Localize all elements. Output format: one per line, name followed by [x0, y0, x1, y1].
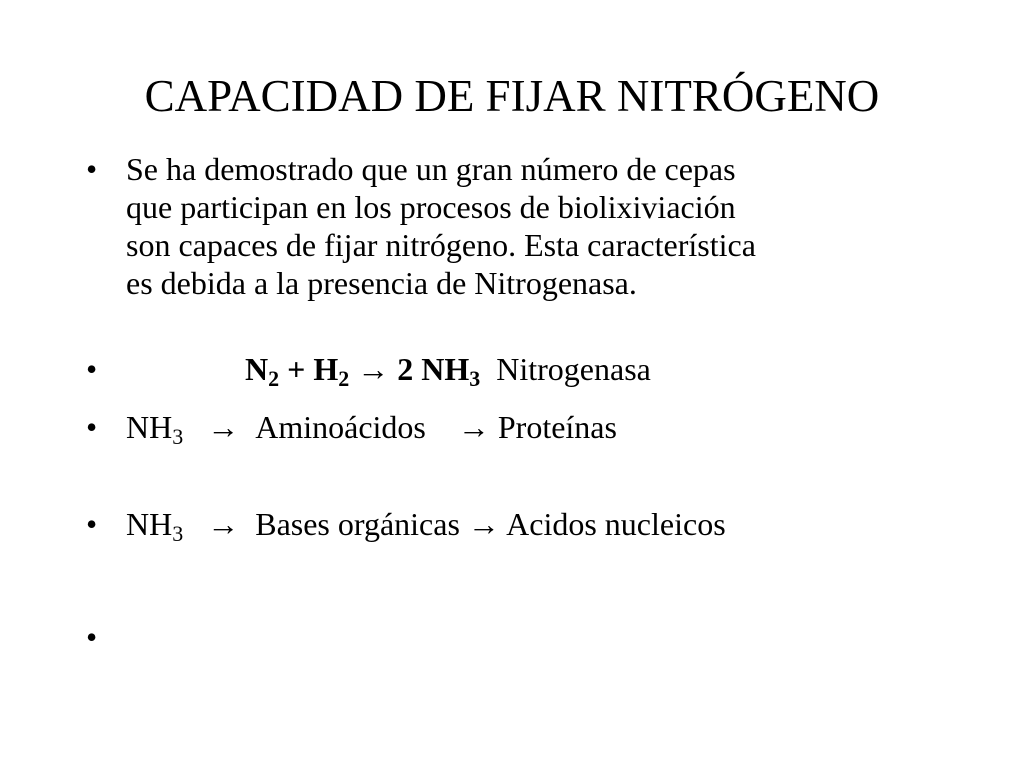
- pathway-2-item-2: Acidos nucleicos: [506, 506, 726, 542]
- pathway-line-2: [126, 505, 726, 546]
- pathway-1-nh: NH: [126, 409, 173, 445]
- arrow-icon: →: [207, 506, 240, 542]
- pathway-2-nh: NH: [126, 506, 173, 542]
- pathway-1-item-1: Aminoácidos: [255, 409, 426, 445]
- equation-product-sub: 3: [469, 366, 481, 391]
- arrow-icon: →: [467, 506, 500, 542]
- bullet-marker-3: •: [86, 409, 98, 445]
- equation-product: 2 NH: [397, 351, 470, 387]
- equation-n-sub: 2: [268, 366, 280, 391]
- equation-h: H: [313, 351, 339, 387]
- slide-title: CAPACIDAD DE FIJAR NITRÓGENO: [144, 71, 880, 121]
- bullet-marker-1: •: [86, 151, 98, 187]
- paragraph-line-1: Se ha demostrado que un gran número de cepas: [126, 151, 736, 187]
- paragraph-line-3: son capaces de fijar nitrógeno. Esta característica: [126, 227, 756, 263]
- bullet-marker-2: •: [86, 351, 98, 387]
- equation: [245, 351, 481, 391]
- pathway-2-nh-sub: 3: [172, 521, 184, 546]
- equation-line: [245, 350, 651, 391]
- bullet-marker-5: •: [86, 619, 98, 655]
- equation-enzyme-label: Nitrogenasa: [496, 351, 651, 387]
- arrow-icon: →: [457, 409, 490, 445]
- arrow-icon: →: [207, 409, 240, 445]
- equation-n: N: [245, 351, 269, 387]
- paragraph-line-4: es debida a la presencia de Nitrogenasa.: [126, 265, 637, 301]
- bullet-paragraph-1: [126, 150, 926, 302]
- equation-plus: +: [287, 351, 306, 387]
- paragraph-line-2: que participan en los procesos de biolixiviación: [126, 189, 736, 225]
- bullet-marker-4: •: [86, 506, 98, 542]
- pathway-1-nh-sub: 3: [172, 424, 184, 449]
- pathway-line-1: [126, 408, 617, 449]
- pathway-1-item-2: Proteínas: [497, 409, 617, 445]
- pathway-2-item-1: Bases orgánicas: [255, 506, 460, 542]
- arrow-icon: →: [357, 351, 390, 387]
- equation-h-sub: 2: [338, 366, 350, 391]
